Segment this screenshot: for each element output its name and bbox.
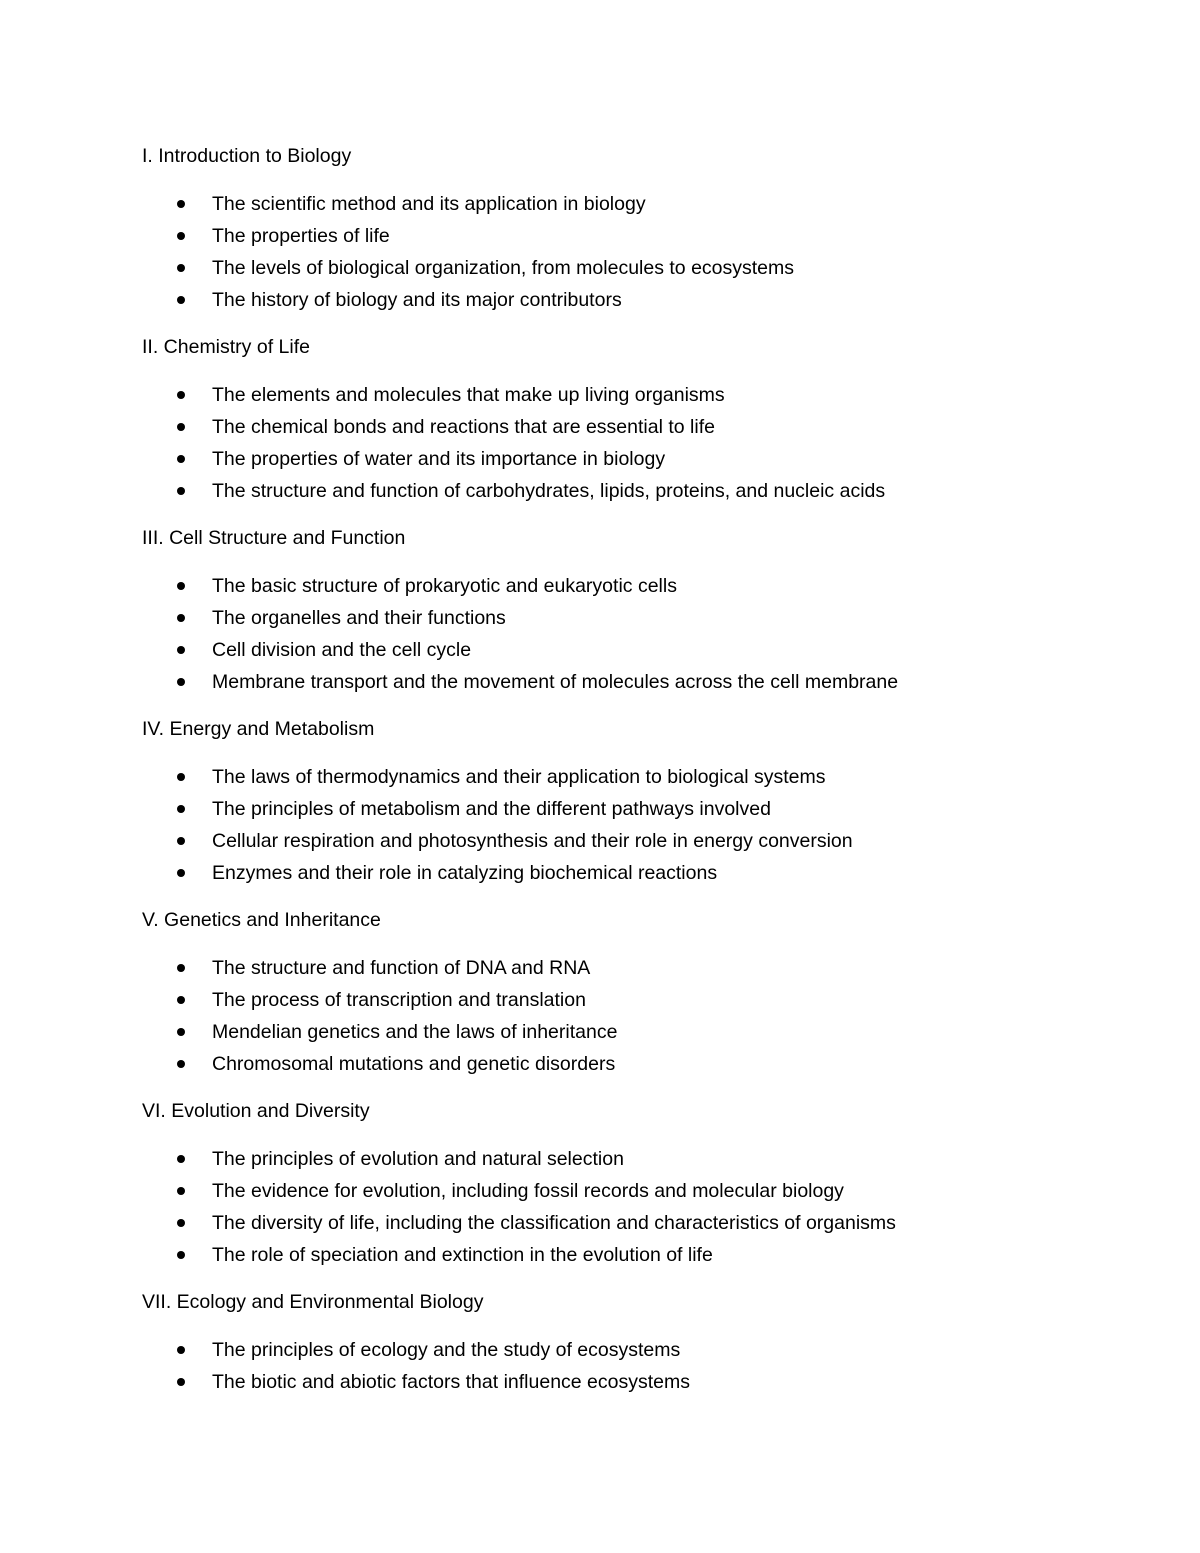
bullet-icon [177,837,185,845]
topic-list [142,1334,1142,1398]
topic-list-item [142,1334,1142,1366]
topic-text: The principles of metabolism and the different pathways involved [212,798,771,820]
topic-text: The structure and function of DNA and RNA [212,957,591,979]
topic-text: The diversity of life, including the classification and characteristics of organisms [212,1212,896,1234]
topic-text: Enzymes and their role in catalyzing biochemical reactions [212,862,718,884]
outline-section [142,714,1142,889]
topic-text: The biotic and abiotic factors that influence ecosystems [212,1371,690,1393]
bullet-icon [177,1155,185,1163]
bullet-icon [177,614,185,622]
section-heading: VI. Evolution and Diversity [142,1100,370,1122]
bullet-icon [177,487,185,495]
topic-list [142,188,1142,316]
outline-section [142,1287,1142,1398]
topic-text: The structure and function of carbohydrates, lipids, proteins, and nucleic acids [212,480,886,502]
topic-text: The organelles and their functions [212,607,506,629]
topic-list-item [142,984,1142,1016]
outline-section [142,523,1142,698]
topic-text: The process of transcription and translation [212,989,586,1011]
topic-text: Mendelian genetics and the laws of inheritance [212,1021,618,1043]
outline-section [142,1096,1142,1271]
bullet-icon [177,232,185,240]
topic-text: The elements and molecules that make up living organisms [212,384,725,406]
topic-text: The principles of ecology and the study of ecosystems [212,1339,681,1361]
topic-list-item [142,443,1142,475]
topic-text: The chemical bonds and reactions that are essential to life [212,416,715,438]
bullet-icon [177,805,185,813]
outline-section [142,905,1142,1080]
section-heading: V. Genetics and Inheritance [142,909,381,931]
section-heading: VII. Ecology and Environmental Biology [142,1291,484,1313]
topic-text: Membrane transport and the movement of molecules across the cell membrane [212,671,899,693]
bullet-icon [177,1219,185,1227]
topic-text: The basic structure of prokaryotic and eukaryotic cells [212,575,677,597]
topic-list [142,1143,1142,1271]
bullet-icon [177,582,185,590]
topic-list [142,570,1142,698]
bullet-icon [177,869,185,877]
topic-text: The levels of biological organization, from molecules to ecosystems [212,257,795,279]
bullet-icon [177,423,185,431]
topic-text: The scientific method and its application in biology [212,193,646,215]
topic-list-item [142,666,1142,698]
bullet-icon [177,455,185,463]
topic-list-item [142,188,1142,220]
topic-list-item [142,602,1142,634]
topic-list-item [142,1207,1142,1239]
topic-list-item [142,825,1142,857]
bullet-icon [177,200,185,208]
bullet-icon [177,964,185,972]
topic-text: The history of biology and its major contributors [212,289,622,311]
topic-list-item [142,761,1142,793]
section-heading: I. Introduction to Biology [142,145,352,167]
topic-list-item [142,252,1142,284]
topic-list-item [142,411,1142,443]
topic-text: Cell division and the cell cycle [212,639,472,661]
topic-text: The properties of water and its importance in biology [212,448,666,470]
bullet-icon [177,1251,185,1259]
topic-text: The laws of thermodynamics and their application to biological systems [212,766,826,788]
topic-list-item [142,1366,1142,1398]
topic-list-item [142,1143,1142,1175]
bullet-icon [177,996,185,1004]
topic-list-item [142,857,1142,889]
bullet-icon [177,296,185,304]
topic-list-item [142,1048,1142,1080]
biology-outline [142,141,1142,1414]
section-heading: IV. Energy and Metabolism [142,718,375,740]
topic-list-item [142,220,1142,252]
bullet-icon [177,1187,185,1195]
topic-list-item [142,379,1142,411]
topic-list-item [142,1239,1142,1271]
topic-list-item [142,284,1142,316]
bullet-icon [177,678,185,686]
topic-list [142,761,1142,889]
topic-list [142,379,1142,507]
topic-list-item [142,793,1142,825]
topic-list-item [142,570,1142,602]
topic-list-item [142,634,1142,666]
section-heading: III. Cell Structure and Function [142,527,406,549]
section-heading: II. Chemistry of Life [142,336,310,358]
topic-text: The properties of life [212,225,390,247]
topic-text: Cellular respiration and photosynthesis and their role in energy conversion [212,830,853,852]
topic-text: The role of speciation and extinction in the evolution of life [212,1244,713,1266]
bullet-icon [177,1378,185,1386]
outline-section [142,141,1142,316]
topic-text: The evidence for evolution, including fossil records and molecular biology [212,1180,844,1202]
topic-list-item [142,1175,1142,1207]
bullet-icon [177,1346,185,1354]
bullet-icon [177,646,185,654]
bullet-icon [177,391,185,399]
bullet-icon [177,1060,185,1068]
topic-list-item [142,475,1142,507]
bullet-icon [177,1028,185,1036]
bullet-icon [177,264,185,272]
topic-text: The principles of evolution and natural selection [212,1148,624,1170]
bullet-icon [177,773,185,781]
outline-section [142,332,1142,507]
topic-list-item [142,952,1142,984]
topic-text: Chromosomal mutations and genetic disorders [212,1053,616,1075]
topic-list [142,952,1142,1080]
topic-list-item [142,1016,1142,1048]
